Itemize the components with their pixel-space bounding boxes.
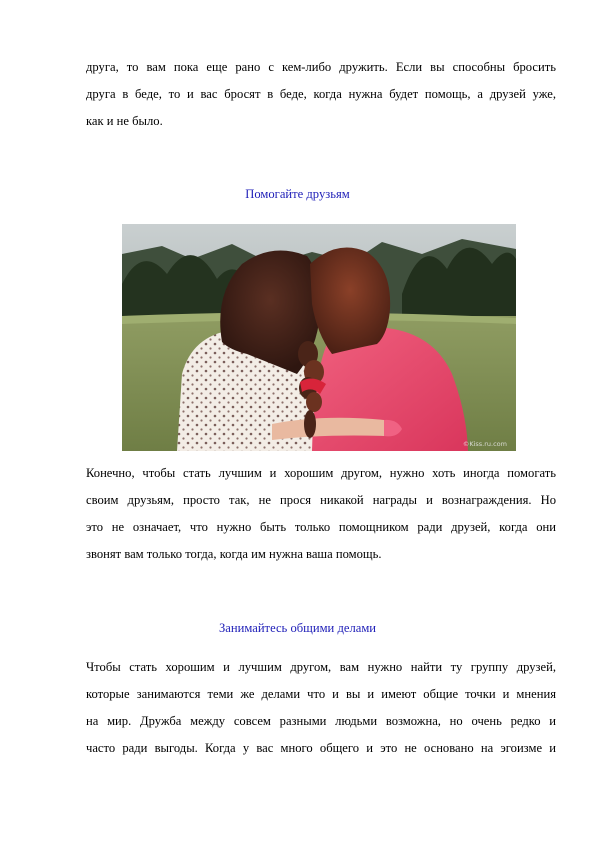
friends-photo-illustration [122, 224, 516, 451]
text-line: Чтобы стать хорошим и лучшим другом, вам нужно найти ту группу друзей, [86, 660, 556, 674]
text-line: друга, то вам пока еще рано с кем-либо дружить. Если вы способны бросить [86, 60, 556, 74]
friends-photo [122, 224, 516, 451]
photo-watermark: ©Kiss.ru.com [462, 440, 507, 448]
text-line: Конечно, чтобы стать лучшим и хорошим другом, нужно хоть иногда помогать [86, 466, 556, 480]
paragraph-common [86, 654, 556, 762]
paragraph-help [86, 460, 556, 568]
text-line: которые занимаются теми же делами что и вы и имеют общие точки и мнения [86, 687, 556, 701]
paragraph-intro [86, 54, 556, 135]
text-line: звонят вам только тогда, когда им нужна ваша помощь. [86, 547, 382, 561]
section-heading-help-friends: Помогайте друзьям [245, 187, 350, 201]
section-heading-common-activities: Занимайтесь общими делами [218, 621, 377, 635]
text-line: это не означает, что нужно быть только помощником ради друзей, когда они [86, 520, 556, 534]
text-line: друга в беде, то и вас бросят в беде, когда нужна будет помощь, а друзей уже, [86, 87, 556, 101]
text-line: своим друзьям, просто так, не прося никакой награды и вознаграждения. Но [86, 493, 556, 507]
text-line: как и не было. [86, 114, 163, 128]
text-line: на мир. Дружба между совсем разными людьми возможна, но очень редко и [86, 714, 556, 728]
text-line: часто ради выгоды. Когда у вас много общего и это не основано на эгоизме и [86, 741, 556, 755]
